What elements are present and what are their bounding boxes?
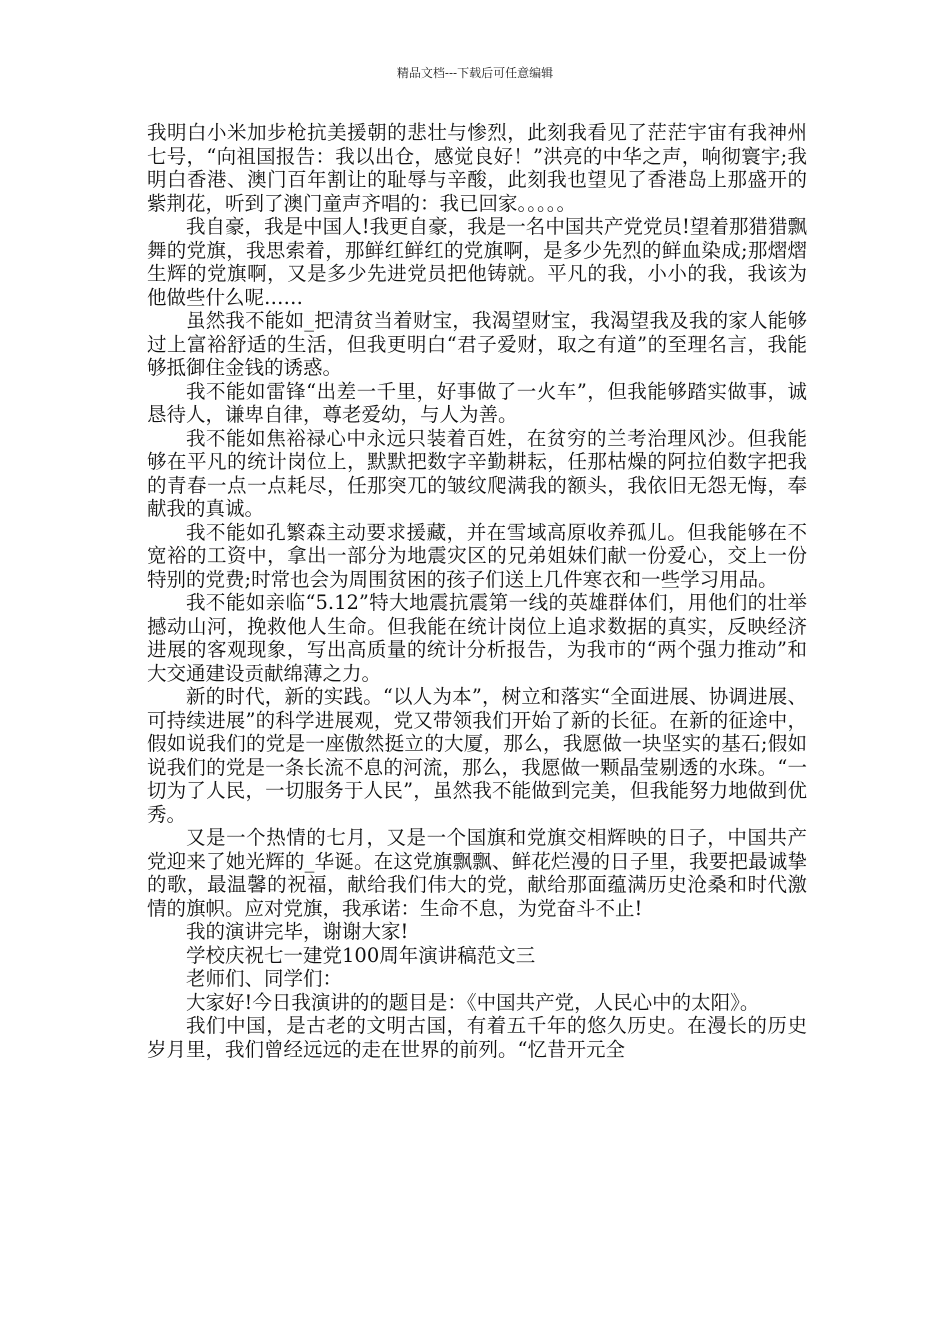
paragraph-13: 大家好!今日我演讲的的题目是：《中国共产党，人民心中的太阳》。 [186, 990, 760, 1014]
salutation: 老师们、同学们： [186, 967, 343, 990]
paragraph-2: 我自豪，我是中国人!我更自豪，我是一名中国共产党党员!望着那猎猎飘舞的党旗，我思索着，那鲜红鲜红的党旗啊，是多少先烈的鲜血染成;那熠熠生辉的党旗啊，又是多少先进党员把他铸就。平凡的我，小小的我，我该为他做些什么呢…… [147, 215, 807, 309]
paragraph-1: 我明白小米加步枪抗美援朝的悲壮与惨烈，此刻我看见了茫茫宇宙有我神州七号，“向祖国报告：我以出仓，感觉良好！”洪亮的中华之声，响彻寰宇;我明白香港、澳门百年割让的耻辱与辛酸，此刻我也望见了香港岛上那盛开的紫荆花，听到了澳门童声齐唱的：我已回家。。。。。 [147, 121, 807, 215]
closing-line: 我的演讲完毕，谢谢大家! [186, 920, 409, 943]
paragraph-8: 新的时代，新的实践。“以人为本”，树立和落实“全面进展、协调进展、可持续进展”的科学进展观，党又带领我们开始了新的长征。在新的征途中，假如说我们的党是一座傲然挺立的大厦，那么，我愿做一块坚实的基石;假如说我们的党是一条长流不息的河流，那么，我愿做一颗晶莹剔透的水珠。“一切为了人民，一切服务于人民”，虽然我不能做到完美，但我能努力地做到优秀。 [147, 685, 807, 826]
paragraph-3: 虽然我不能如_把清贫当着财宝，我渴望财宝，我渴望我及我的家人能够过上富裕舒适的生活，但我更明白“君子爱财，取之有道”的至理名言，我能够抵御住金钱的诱惑。 [147, 309, 807, 379]
paragraph-7: 我不能如亲临“5.12”特大地震抗震第一线的英雄群体们，用他们的壮举撼动山河，挽救他人生命。但我能在统计岗位上追求数据的真实，反映经济进展的客观现象，写出高质量的统计分析报告，为我市的“两个强力推动”和大交通建设贡献绵薄之力。 [147, 591, 807, 685]
paragraph-5: 我不能如焦裕禄心中永远只装着百姓，在贫穷的兰考治理风沙。但我能够在平凡的统计岗位上，默默把数字辛勤耕耘，任那枯燥的阿拉伯数字把我的青春一点一点耗尽，任那突兀的皱纹爬满我的额头，我依旧无怨无悔，奉献我的真诚。 [147, 426, 807, 520]
section-title: 学校庆祝七一建党100周年演讲稿范文三 [186, 943, 536, 967]
paragraph-14: 我们中国，是古老的文明古国，有着五千年的悠久历史。在漫长的历史岁月里，我们曾经远远的走在世界的前列。“忆昔开元全 [147, 1014, 807, 1061]
paragraph-4: 我不能如雷锋“出差一千里，好事做了一火车”，但我能够踏实做事，诚恳待人，谦卑自律，尊老爱幼，与人为善。 [147, 379, 807, 426]
document-body [147, 121, 807, 1061]
paragraph-6: 我不能如孔繁森主动要求援藏，并在雪域高原收养孤儿。但我能够在不宽裕的工资中，拿出一部分为地震灾区的兄弟姐妹们献一份爱心，交上一份特别的党费;时常也会为周围贫困的孩子们送上几件寒衣和一些学习用品。 [147, 520, 807, 591]
page-header: 精品文档---下载后可任意编辑 [396, 66, 554, 80]
paragraph-9: 又是一个热情的七月，又是一个国旗和党旗交相辉映的日子，中国共产党迎来了她光辉的_华诞。在这党旗飘飘、鲜花烂漫的日子里，我要把最诚挚的歌，最温馨的祝福，献给我们伟大的党，献给那面蕴满历史沧桑和时代激情的旗帜。应对党旗，我承诺：生命不息，为党奋斗不止! [147, 826, 807, 920]
